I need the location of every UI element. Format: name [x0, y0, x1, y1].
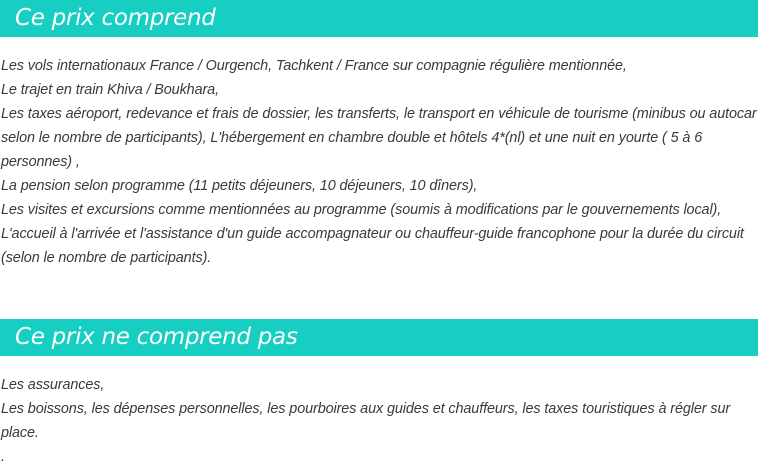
list-item: L'accueil à l'arrivée et l'assistance d'un guide accompagnateur ou chauffeur-guide francophone pour la durée du circuit (selon le nombre de participants). — [1, 226, 744, 266]
section-title-includes: Ce prix comprend — [15, 5, 216, 31]
section-title-excludes: Ce prix ne comprend pas — [15, 324, 298, 350]
list-item: Les assurances, — [1, 377, 105, 393]
list-item: Les boissons, les dépenses personnelles, les pourboires aux guides et chauffeurs, les taxes touristiques à régler sur place. — [1, 401, 731, 441]
section-header-excludes — [0, 319, 758, 356]
included-items-list — [1, 54, 758, 270]
list-item: . — [1, 449, 5, 465]
section-header-includes — [0, 0, 758, 37]
list-item: Les taxes aéroport, redevance et frais de dossier, les transferts, le transport en véhicule de tourisme (minibus ou autocar selon le nombre de participants), L'hébergement en chambre double et hôtels 4*(nl) et une nuit en yourte ( 5 à 6 personnes) , — [1, 106, 757, 170]
list-item: Les vols internationaux France / Ourgench, Tachkent / France sur compagnie régulière mentionnée, — [1, 58, 627, 74]
list-item: Le trajet en train Khiva / Boukhara, — [1, 82, 219, 98]
excluded-items-list — [1, 373, 758, 469]
list-item: Les visites et excursions comme mentionnées au programme (soumis à modifications par le gouvernements local), — [1, 202, 722, 218]
list-item: La pension selon programme (11 petits déjeuners, 10 déjeuners, 10 dîners), — [1, 178, 478, 194]
